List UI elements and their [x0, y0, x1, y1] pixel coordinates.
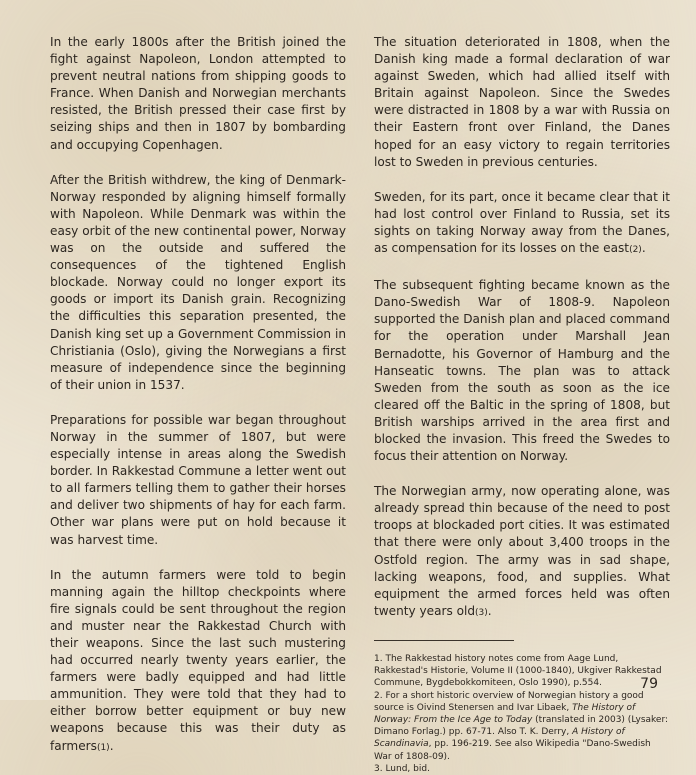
- paragraph-text: The Norwegian army, now operating alone, was already spread thin because of the need to post troops at blockaded port cities. It was estimated that there were only about 3,400 troops in the Ostfold region. The army was in sad shape, lacking weapons, food, and supplies. What equipment the armed forces held was often twenty years old: [374, 484, 670, 618]
- paragraph: In the early 1800s after the British joined the fight against Napoleon, London attempted to prevent neutral nations from shipping goods to France. When Danish and Norwegian merchants resisted, the British pressed their case first by seizing ships and then in 1807 by bombarding and occupying Copenhagen.: [50, 35, 346, 152]
- footnotes: [374, 653, 670, 775]
- paragraph-end: .: [109, 738, 114, 753]
- paragraph-text: Sweden, for its part, once it became clear that it had lost control over Finland to Russia, set its sights on taking Norway away from the Danes, as compensation for its losses on the east: [374, 189, 670, 256]
- footnote-2-text: (translated in 2003) (Lysaker: Dimano Forlag.) pp. 67-71. Also T. K. Derry,: [374, 714, 669, 738]
- paragraph: [374, 189, 670, 259]
- footnote-2-text: 2. For a short historic overview of Norwegian history a good source is Oivind Stenersen and Ivar Libaek,: [374, 690, 644, 713]
- footnote-1: 1. The Rakkestad history notes come from Aage Lund, Rakkestad's Historie, Volume II (1000-1840), Ukgiver Rakkestad Commune, Bygdebokkomiteen, Oslo 1990), p.554.: [374, 653, 662, 689]
- footnote-2-title: A History of Scandinavia: [374, 727, 625, 750]
- paragraph-end: .: [641, 241, 646, 256]
- paragraph-end: .: [487, 603, 492, 618]
- paragraph: [50, 567, 346, 757]
- left-column: [50, 34, 346, 775]
- footnote-ref-3: (3): [475, 607, 488, 618]
- paragraph: After the British withdrew, the king of Denmark-Norway responded by aligning himself formally with Napoleon. While Denmark was within the easy orbit of the new continental power, Norway was on the outside and suffered the consequences of the tightened English blockade. Norway could no longer export its goods or import its Danish grain. Recognizing the difficulties this separation presented, the Danish king set up a Government Commission in Christiania (Oslo), giving the Norwegians a first measure of independence since the beginning of their union in 1537.: [50, 172, 346, 392]
- paragraph: [374, 483, 670, 622]
- right-column: [374, 34, 670, 775]
- paragraph-text: In the autumn farmers were told to begin manning again the hilltop checkpoints where fire signals could be sent throughout the region and muster near the Rakkestad Church with their weapons. Since the last such mustering had occurred nearly twenty years earlier, the farmers were badly equipped and had little ammunition. They were told that they had to either borrow better equipment or buy new weapons because this was their duty as farmers: [50, 567, 346, 753]
- footnote-ref-1: (1): [96, 742, 110, 753]
- footnote-ref-2: (2): [629, 245, 642, 256]
- footnote-2-text: , pp. 196-219. See also Wikipedia "Dano-Swedish War of 1808-09).: [374, 739, 651, 762]
- footnote-3: 3. Lund, bid.: [374, 763, 430, 774]
- footnote-2-title: The History of Norway: From the Ice Age to Today: [374, 702, 636, 725]
- footnote-divider: [374, 640, 514, 641]
- paragraph: Preparations for possible war began throughout Norway in the summer of 1807, but were especially intense in areas along the Swedish border. In Rakkestad Commune a letter went out to all farmers telling them to gather their horses and deliver two shipments of hay for each farm. Other war plans were put on hold because it was harvest time.: [50, 412, 346, 547]
- page-number: 79: [640, 676, 658, 692]
- footnote-2: [374, 690, 670, 763]
- paragraph: The subsequent fighting became known as the Dano-Swedish War of 1808-9. Napoleon supported the Danish plan and placed command for the operation under Marshall Jean Bernadotte, his Governor of Hamburg and the Hanseatic towns. The plan was to attack Sweden from the south as soon as the ice cleared off the Baltic in the spring of 1808, but British warships arrived in the area first and blocked the invasion. This freed the Swedes to focus their attention on Norway.: [374, 278, 670, 464]
- paragraph: The situation deteriorated in 1808, when the Danish king made a formal declaration of war against Sweden, which had allied itself with Britain against Napoleon. Since the Swedes were distracted in 1808 by a war with Russia on their Eastern front over Finland, the Danes hoped for an easy victory to regain territories lost to Sweden in previous centuries.: [374, 35, 670, 169]
